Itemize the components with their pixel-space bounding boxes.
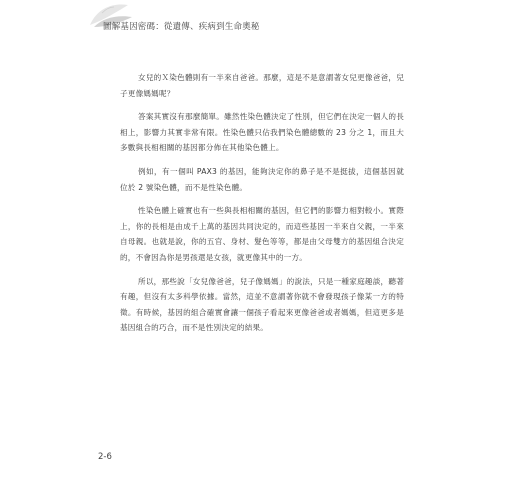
page-number: 2-6 [98,452,112,462]
paragraph: 所以，那些說「女兒像爸爸，兒子像媽媽」的說法，只是一種家庭趣談，聽著有趣，但沒有太多科學依據。當然，這並不意謂著你就不會發現孩子像某一方的特徵。有時候，基因的組合確實會讓一個孩子看起來更像爸爸或者媽媽，但這更多是基因組合的巧合，而不是性別決定的結果。 [120,276,404,333]
running-header-title: 圖解基因密碼：從遺傳、疾病到生命奧秘 [103,22,260,32]
body-text [120,70,404,344]
paragraph: 女兒的Ｘ染色體則有一半來自爸爸。那麼，這是不是意謂著女兒更像爸爸，兒子更像媽媽呢？ [120,73,404,98]
paragraph: 性染色體上確實也有一些與長相相關的基因，但它們的影響力相對較小。實際上，你的長相是由成千上萬的基因共同決定的，而這些基因一半來自父親，一半來自母親。也就是說，你的五官、身材、髮色等等，都是由父母雙方的基因組合決定的，不會因為你是男孩還是女孩，就更像其中的一方。 [120,206,404,262]
paragraph: 例如，有一個叫 PAX3 的基因，能夠決定你的鼻子是不是挺拔，這個基因就位於 2 號染色體，而不是性染色體。 [120,166,404,192]
paragraph: 答案其實沒有那麼簡單。雖然性染色體決定了性別，但它們在決定一個人的長相上，影響力其實非常有限。性染色體只佔我們染色體總數的 23 分之 1，而且大多數與長相相關的基因都分佈在其他染色體上。 [120,112,404,153]
